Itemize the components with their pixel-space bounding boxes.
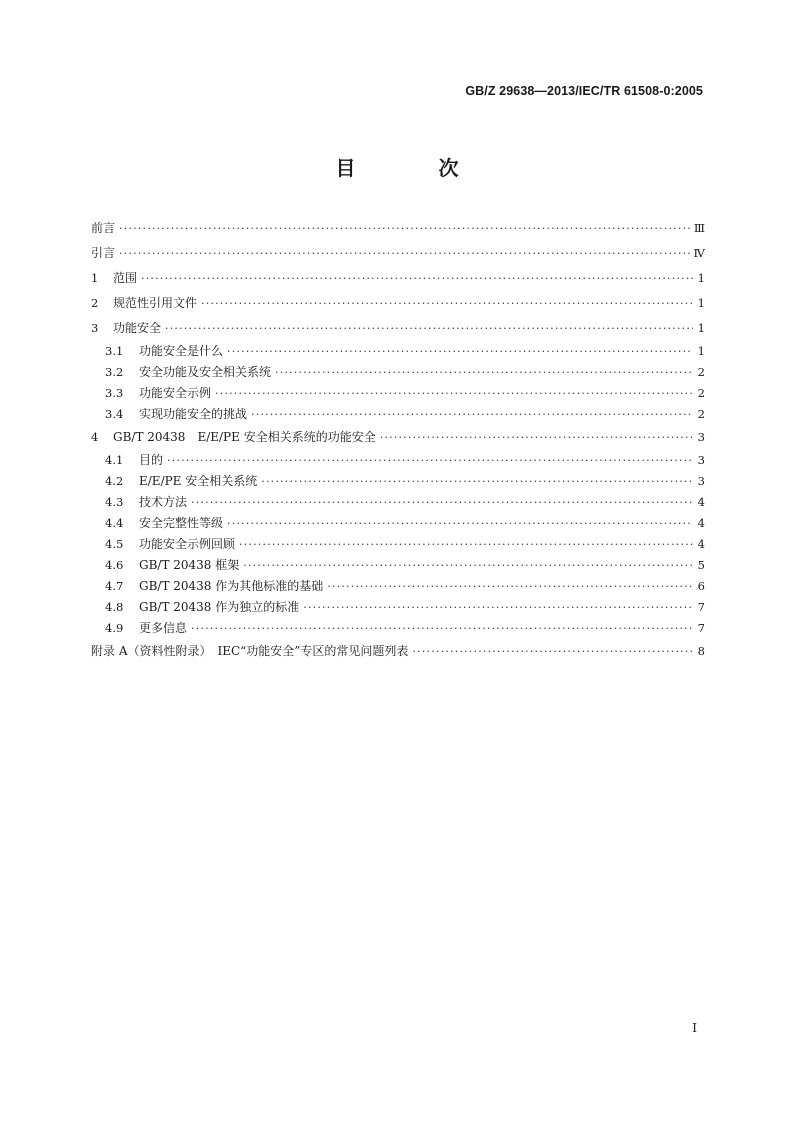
toc-entry-title: 技术方法 — [139, 495, 188, 509]
toc-entry[interactable] — [91, 216, 705, 241]
toc-entry[interactable] — [91, 362, 705, 383]
toc-entry-number: 4.8 — [105, 600, 124, 614]
toc-leader-dots — [227, 513, 693, 534]
toc-entry[interactable] — [91, 425, 705, 450]
toc-entry-page: 3 — [697, 474, 705, 488]
toc-entry-number: 3.2 — [105, 365, 124, 379]
toc-entry[interactable] — [91, 639, 705, 664]
toc-entry-title: 附录 A（资料性附录） IEC“功能安全”专区的常见问题列表 — [91, 644, 409, 658]
toc-leader-dots — [167, 450, 693, 471]
toc-entry-title: 实现功能安全的挑战 — [139, 407, 248, 421]
toc-entry-page: 3 — [697, 430, 705, 444]
toc-entry[interactable] — [91, 404, 705, 425]
toc-entry-page: 8 — [697, 644, 705, 658]
toc-entry-title: 规范性引用文件 — [113, 296, 198, 310]
toc-leader-dots — [303, 597, 693, 618]
toc-entry-page: 4 — [697, 495, 705, 509]
toc-entry-title: 范围 — [113, 271, 138, 285]
toc-entry-title: 目的 — [139, 453, 164, 467]
toc-entry[interactable] — [91, 291, 705, 316]
toc-entry-page: Ⅲ — [693, 221, 705, 235]
toc-entry[interactable] — [91, 450, 705, 471]
toc-entry-title: 功能安全 — [113, 321, 162, 335]
toc-leader-dots — [141, 266, 693, 291]
toc-leader-dots — [227, 341, 693, 362]
toc-entry-number: 3.4 — [105, 407, 124, 421]
toc-entry-title: 引言 — [91, 246, 116, 260]
footer-page-number: Ⅰ — [692, 1021, 697, 1035]
toc-entry-title: 功能安全示例 — [139, 386, 212, 400]
toc-entry-title: 前言 — [91, 221, 116, 235]
toc-entry-page: 2 — [697, 365, 705, 379]
toc-entry-page: 6 — [697, 579, 705, 593]
toc-entry-number: 4.2 — [105, 474, 124, 488]
toc-entry-number: 4.7 — [105, 579, 124, 593]
toc-leader-dots — [327, 576, 693, 597]
toc-entry-number: 3.1 — [105, 344, 124, 358]
toc-entry-number: 3 — [91, 321, 99, 335]
toc-entry[interactable] — [91, 618, 705, 639]
toc-leader-dots — [239, 534, 693, 555]
toc-leader-dots — [251, 404, 693, 425]
toc-entry-number: 4.1 — [105, 453, 124, 467]
toc-entry[interactable] — [91, 316, 705, 341]
toc-entry-title: GB/T 20438 作为独立的标准 — [139, 600, 300, 614]
toc-entry-number: 4.6 — [105, 558, 124, 572]
toc-entry-number: 4 — [91, 430, 99, 444]
toc-leader-dots — [380, 425, 693, 450]
toc-entry-title: 更多信息 — [139, 621, 188, 635]
toc-entry[interactable] — [91, 471, 705, 492]
toc-entry-page: 1 — [697, 296, 705, 310]
toc-leader-dots — [201, 291, 693, 316]
toc-entry-number: 3.3 — [105, 386, 124, 400]
toc-leader-dots — [412, 639, 693, 664]
toc-entry[interactable] — [91, 534, 705, 555]
standard-code: GB/Z 29638—2013/IEC/TR 61508-0:2005 — [465, 84, 703, 98]
toc-leader-dots — [215, 383, 693, 404]
toc-entry-page: 2 — [697, 386, 705, 400]
toc-entry-page: 5 — [697, 558, 705, 572]
toc-entry[interactable] — [91, 341, 705, 362]
toc-entry-page: 4 — [697, 537, 705, 551]
toc-leader-dots — [119, 241, 689, 266]
toc-entry-page: 1 — [697, 271, 705, 285]
toc-entry-page: 1 — [697, 321, 705, 335]
toc-entry-page: 1 — [697, 344, 705, 358]
toc-leader-dots — [165, 316, 693, 341]
toc-leader-dots — [191, 618, 693, 639]
toc-entry-title: 安全功能及安全相关系统 — [139, 365, 272, 379]
toc-entry[interactable] — [91, 383, 705, 404]
toc-entry-title: GB/T 20438 E/E/PE 安全相关系统的功能安全 — [113, 430, 376, 444]
toc-entry-page: 7 — [697, 621, 705, 635]
toc-entry-number: 4.3 — [105, 495, 124, 509]
toc-entry-number: 4.5 — [105, 537, 124, 551]
toc-entry-title: 安全完整性等级 — [139, 516, 224, 530]
toc-entry-title: GB/T 20438 框架 — [139, 558, 240, 572]
toc-entry-page: 4 — [697, 516, 705, 530]
toc-entry-page: 3 — [697, 453, 705, 467]
toc-entry[interactable] — [91, 513, 705, 534]
toc-entry-number: 4.9 — [105, 621, 124, 635]
toc-entry-page: Ⅳ — [693, 246, 705, 260]
toc-entry-number: 2 — [91, 296, 99, 310]
table-of-contents — [91, 216, 705, 664]
toc-entry[interactable] — [91, 555, 705, 576]
toc-entry[interactable] — [91, 576, 705, 597]
page-title: 目 次 — [335, 156, 497, 180]
toc-entry[interactable] — [91, 266, 705, 291]
toc-entry-page: 7 — [697, 600, 705, 614]
toc-leader-dots — [191, 492, 693, 513]
toc-entry-title: GB/T 20438 作为其他标准的基础 — [139, 579, 324, 593]
toc-entry[interactable] — [91, 597, 705, 618]
toc-leader-dots — [261, 471, 693, 492]
toc-entry-title: 功能安全示例回顾 — [139, 537, 236, 551]
toc-entry[interactable] — [91, 241, 705, 266]
toc-entry-number: 4.4 — [105, 516, 124, 530]
toc-leader-dots — [243, 555, 693, 576]
toc-entry-title: E/E/PE 安全相关系统 — [139, 474, 258, 488]
toc-entry-title: 功能安全是什么 — [139, 344, 224, 358]
toc-entry[interactable] — [91, 492, 705, 513]
toc-entry-page: 2 — [697, 407, 705, 421]
toc-leader-dots — [119, 216, 690, 241]
toc-entry-number: 1 — [91, 271, 99, 285]
toc-leader-dots — [275, 362, 693, 383]
